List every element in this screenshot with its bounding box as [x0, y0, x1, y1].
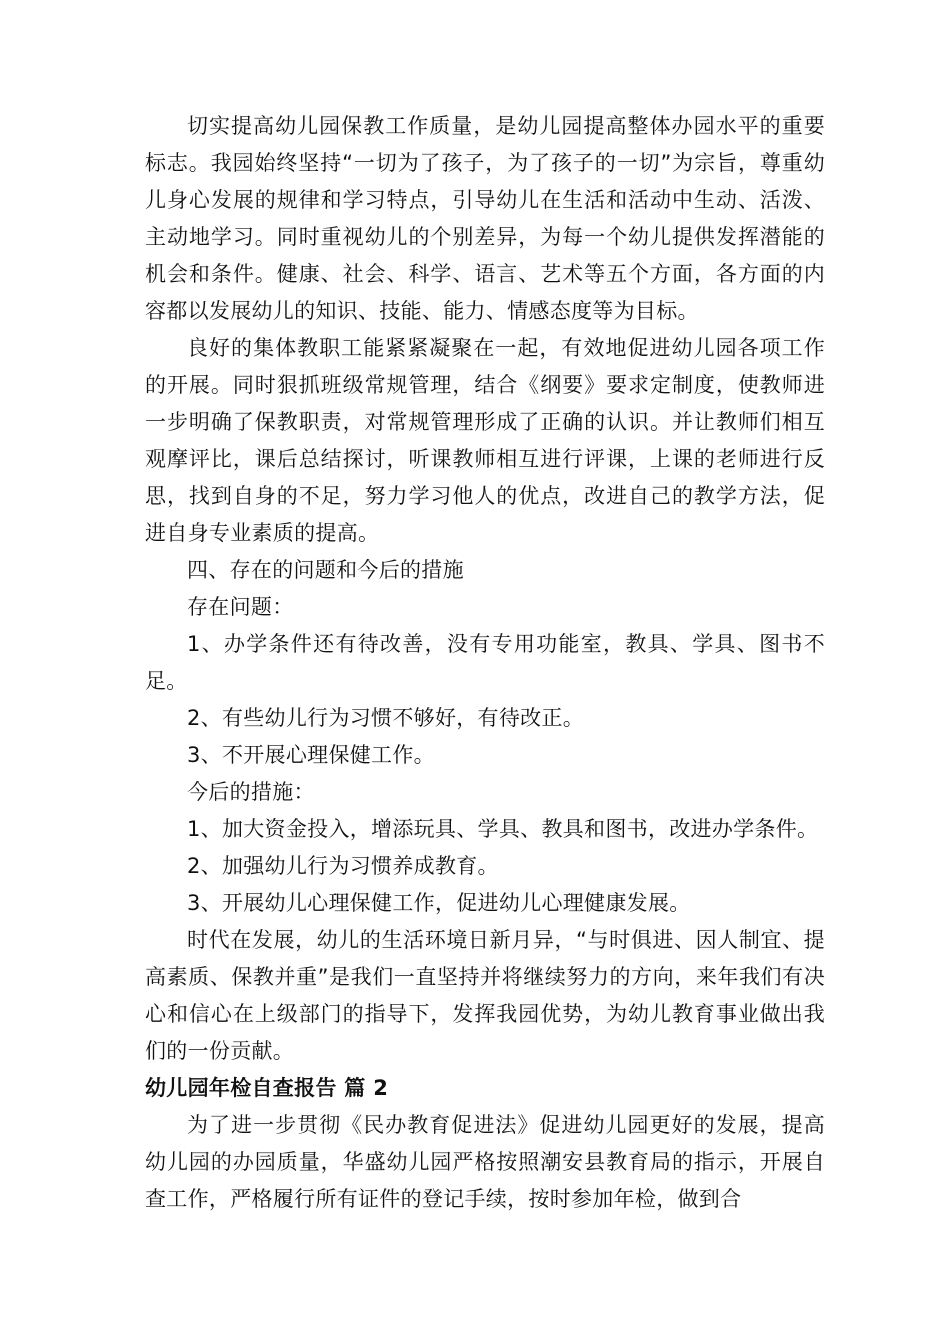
- paragraph-section2-intro: 为了进一步贯彻《民办教育促进法》促进幼儿园更好的发展，提高幼儿园的办园质量，华盛幼儿园严格按照潮安县教育局的指示，开展自查工作，严格履行所有证件的登记手续，按时参加年检，做到合: [145, 1113, 825, 1211]
- paragraph-section-four-title: 四、存在的问题和今后的措施: [187, 558, 464, 582]
- paragraph-problem-1: 1、办学条件还有待改善，没有专用功能室，教具、学具、图书不足。: [145, 632, 825, 693]
- paragraph-measure-2: 2、加强幼儿行为习惯养成教育。: [187, 854, 499, 878]
- paragraph-conclusion: 时代在发展，幼儿的生活环境日新月异，“与时俱进、因人制宜、提高素质、保教并重”是我们一直坚持并将继续努力的方向，来年我们有决心和信心在上级部门的指导下，发挥我园优势，为幼儿教育事业做出我们的一份贡献。: [145, 928, 825, 1063]
- paragraph-problem-2: 2、有些幼儿行为习惯不够好，有待改正。: [187, 706, 585, 730]
- paragraph-measure-1: 1、加大资金投入，增添玩具、学具、教具和图书，改进办学条件。: [187, 817, 819, 841]
- paragraph-measures-label: 今后的措施：: [187, 780, 315, 804]
- paragraph-quality: 切实提高幼儿园保教工作质量，是幼儿园提高整体办园水平的重要标志。我园始终坚持“一切为了孩子，为了孩子的一切”为宗旨，尊重幼儿身心发展的规律和学习特点，引导幼儿在生活和活动中生动、活泼、主动地学习。同时重视幼儿的个别差异，为每一个幼儿提供发挥潜能的机会和条件。健康、社会、科学、语言、艺术等五个方面，各方面的内容都以发展幼儿的知识、技能、能力、情感态度等为目标。: [145, 114, 825, 323]
- paragraph-problem-3: 3、不开展心理保健工作。: [187, 743, 435, 767]
- paragraph-measure-3: 3、开展幼儿心理保健工作，促进幼儿心理健康发展。: [187, 891, 691, 915]
- document-body: [145, 108, 825, 1218]
- section-heading: 幼儿园年检自查报告 篇 2: [145, 1076, 389, 1100]
- paragraph-staff: 良好的集体教职工能紧紧凝聚在一起，有效地促进幼儿园各项工作的开展。同时狠抓班级常规管理，结合《纲要》要求定制度，使教师进一步明确了保教职责，对常规管理形成了正确的认识。并让教师们相互观摩评比，课后总结探讨，听课教师相互进行评课，上课的老师进行反思，找到自身的不足，努力学习他人的优点，改进自己的教学方法，促进自身专业素质的提高。: [145, 336, 825, 545]
- paragraph-problems-label: 存在问题：: [187, 595, 294, 619]
